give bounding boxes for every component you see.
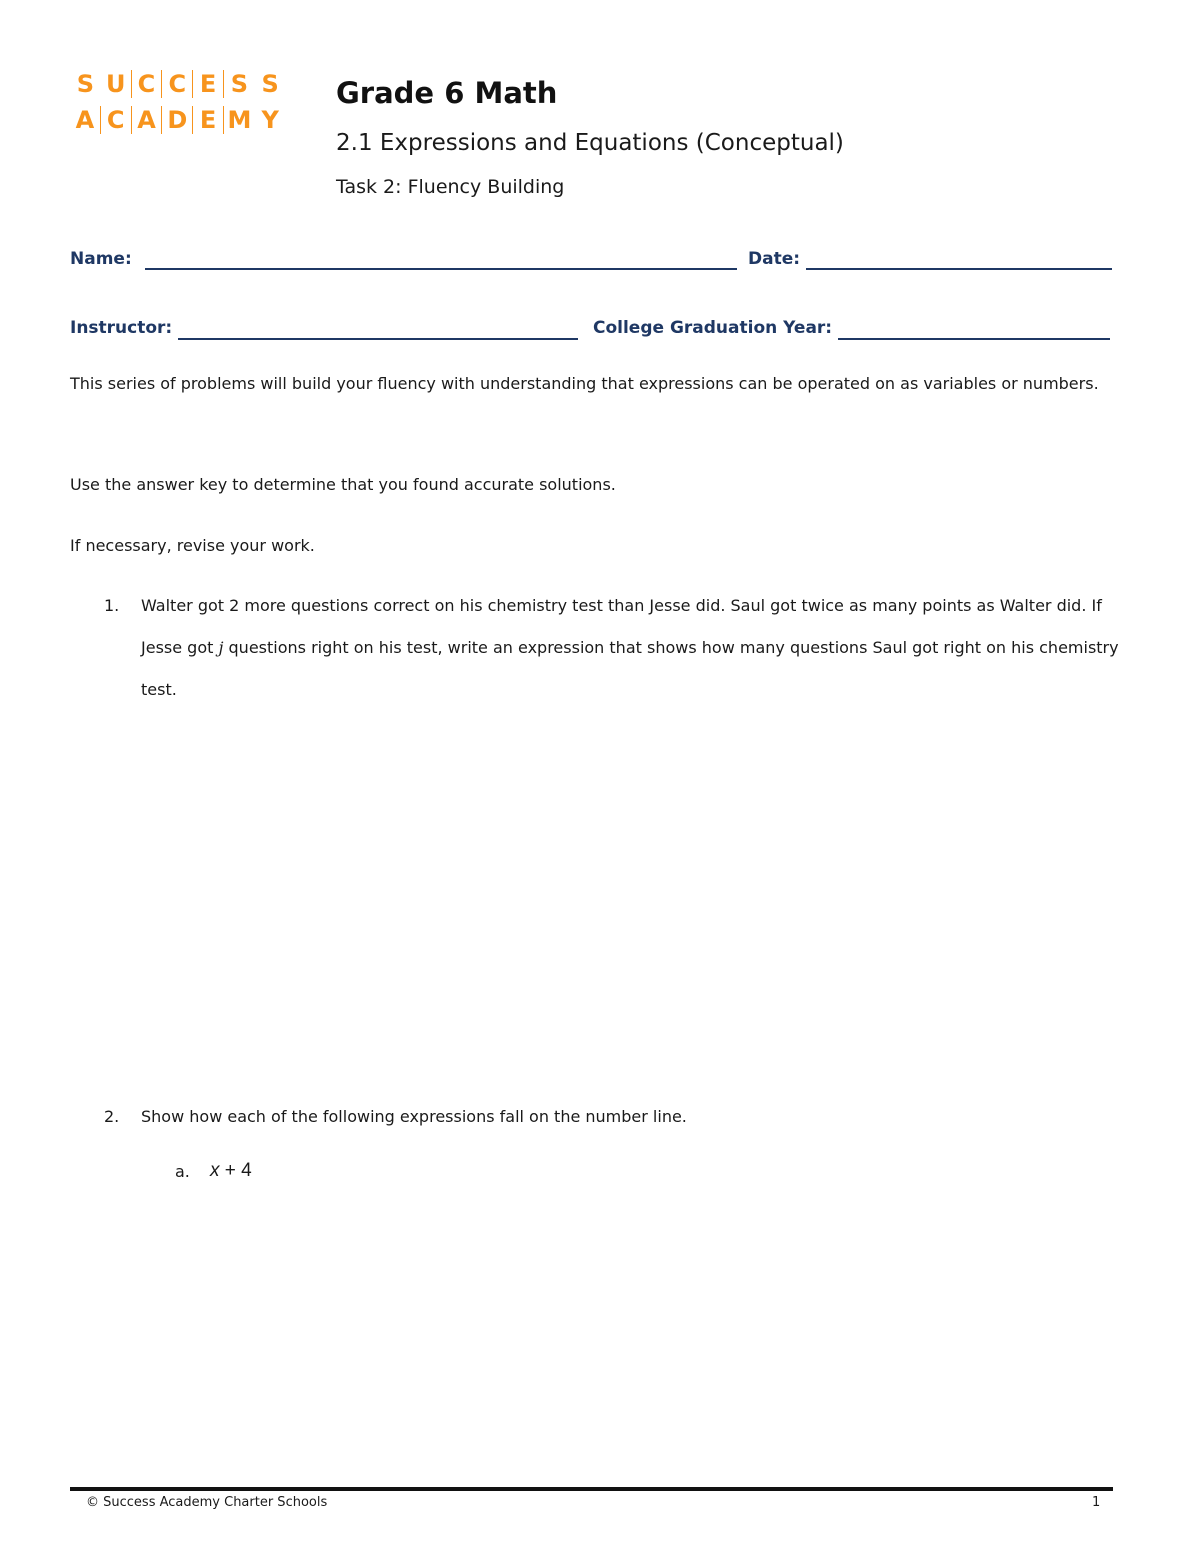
question-1-text-end: questions right on his test, write an expression that shows how many questions Saul got right on his chemistry test. [141, 638, 1119, 699]
logo-letter: C [162, 70, 193, 98]
logo-letter: U [101, 70, 132, 98]
question-2a-expression [210, 1157, 252, 1185]
logo-letter: E [193, 70, 224, 98]
logo-letter: S [261, 70, 279, 98]
graduation-year-field-line[interactable] [838, 338, 1110, 340]
graduation-year-label: College Graduation Year: [593, 318, 833, 338]
logo-letter: D [162, 106, 193, 134]
logo-letter: S [76, 70, 95, 98]
date-label: Date: [748, 249, 801, 269]
name-label: Name: [70, 249, 132, 269]
page-title: Grade 6 Math [336, 76, 558, 110]
name-field-line[interactable] [145, 268, 737, 270]
logo-letter: Y [261, 106, 279, 134]
expression-rest: + 4 [219, 1160, 252, 1181]
variable-x: x [210, 1160, 220, 1181]
logo-letter: A [70, 106, 101, 134]
logo-letter: C [132, 70, 163, 98]
instructor-field-line[interactable] [178, 338, 578, 340]
question-2-text: Show how each of the following expressions fall on the number line. [141, 1107, 687, 1126]
logo-letter: E [193, 106, 224, 134]
instructor-label: Instructor: [70, 318, 173, 338]
footer-copyright: © Success Academy Charter Schools [86, 1495, 328, 1510]
question-2a-label: a. [175, 1162, 190, 1181]
footer-divider [70, 1487, 1113, 1491]
logo-letter: M [227, 106, 252, 134]
question-1-text-start: Walter got 2 more questions correct on his chemistry test than Jesse did. Saul got twice as many points as Walter did. If Jesse got [141, 596, 1102, 657]
intro-paragraph: This series of problems will build your fluency with understanding that expressions can be operated on as variables or numbers. [70, 374, 1099, 393]
logo-row-academy [70, 106, 286, 134]
date-field-line[interactable] [806, 268, 1112, 270]
lesson-subtitle: 2.1 Expressions and Equations (Conceptual) [336, 130, 844, 156]
question-1-number: 1. [104, 596, 120, 615]
logo-letter: S [230, 70, 249, 98]
logo-letter: C [101, 106, 132, 134]
logo-row-success [70, 70, 286, 98]
question-2-number: 2. [104, 1107, 120, 1126]
instructions-revise: If necessary, revise your work. [70, 536, 315, 555]
question-1-text [141, 585, 1131, 711]
variable-j: j [218, 638, 224, 657]
page-number: 1 [1092, 1495, 1101, 1510]
logo-letter: A [132, 106, 163, 134]
success-academy-logo [70, 70, 286, 134]
instructions-answer-key: Use the answer key to determine that you found accurate solutions. [70, 475, 616, 494]
task-title: Task 2: Fluency Building [336, 176, 565, 198]
